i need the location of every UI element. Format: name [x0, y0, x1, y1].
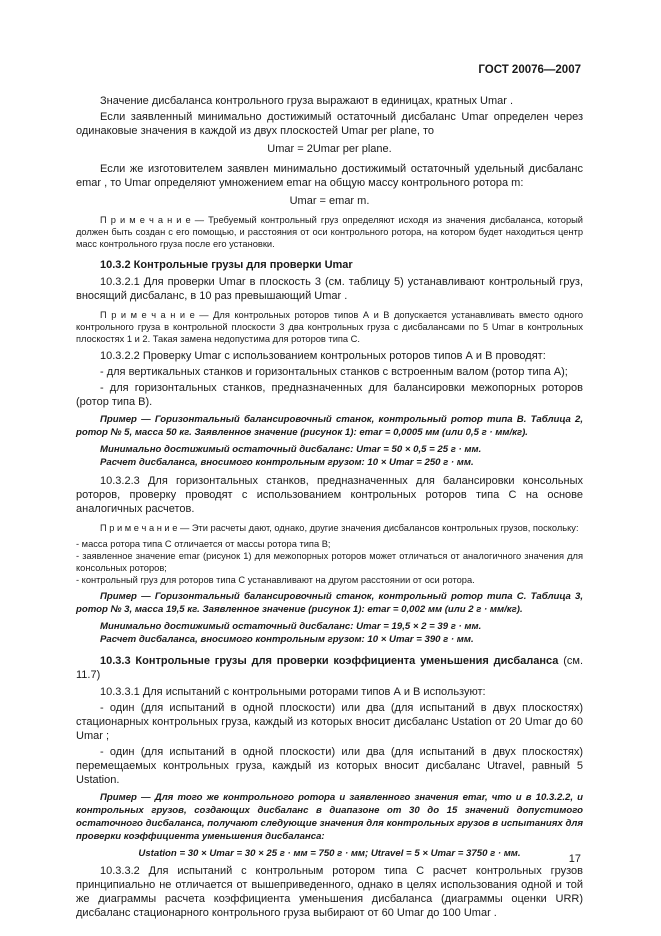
paragraph: 10.3.3.2 Для испытаний с контрольным ротором типа С расчет контрольных грузов принципиально не отличается от вышеприведенного, однако в целях использования одной и той же диаграммы расчета коэффициента уменьшения дисбаланса (диаграммы оценки URR) дисбаланс стационарного контрольного груза выбирают от 60 Umar до 100 Umar .: [76, 865, 583, 919]
note-item: - контрольный груз для роторов типа С устанавливают на другом расстоянии от оси ротора.: [76, 575, 475, 585]
example: Пример — Для того же контрольного ротора и заявленного значения emar, что и в 10.3.2.2, и контрольных грузов, создающих дисбаланс в диапазоне от 30 до 15 значений допустимого остаточного дисбаланса, получают следующие значения для контрольных грузов в испытаниях для проверки коэффициента уменьшения дисбаланса:: [76, 792, 583, 842]
section-heading-text: 10.3.3 Контрольные грузы для проверки коэффициента уменьшения дисбаланса: [100, 655, 559, 667]
example-line: Минимально достижимый остаточный дисбаланс: Umar = 19,5 × 2 = 39 г · мм.: [100, 621, 482, 632]
document-body: [76, 94, 583, 922]
formula: Umar = emar m.: [289, 195, 370, 207]
section-heading-ref: (см. 11.7): [76, 655, 583, 681]
note-item: - заявленное значение emar (рисунок 1) для межопорных роторов может отличаться от аналогичного значения для консольных роторов;: [76, 551, 583, 573]
example-line: Расчет дисбаланса, вносимого контрольным грузом: 10 × Umar = 250 г · мм.: [100, 457, 474, 468]
paragraph: 10.3.2.3 Для горизонтальных станков, предназначенных для балансировки консольных роторов, проверку проводят с использованием контрольных роторов типа С на основе аналогичных расчетов.: [76, 475, 583, 515]
note-item: - масса ротора типа С отличается от массы ротора типа В;: [76, 539, 331, 549]
list-item: - для горизонтальных станков, предназначенных для балансировки межопорных роторов (ротор типа В).: [76, 382, 583, 408]
list-item: - один (для испытаний в одной плоскости) или два (для испытаний в двух плоскостях) перемещаемых контрольных груза, каждый из которых вносит дисбаланс Utravel, равный 5 Ustation.: [76, 746, 583, 786]
example-line: Минимально достижимый остаточный дисбаланс: Umar = 50 × 0,5 = 25 г · мм.: [100, 444, 482, 455]
paragraph: Если заявленный минимально достижимый остаточный дисбаланс Umar определен через одинаковые значения в каждой из двух плоскостей Umar per plane, то: [76, 111, 583, 137]
example-line: Расчет дисбаланса, вносимого контрольным грузом: 10 × Umar = 390 г · мм.: [100, 634, 474, 645]
paragraph: 10.3.2.2 Проверку Umar с использованием контрольных роторов типов А и В проводят:: [100, 350, 546, 362]
note: П р и м е ч а н и е — Эти расчеты дают, однако, другие значения дисбалансов контрольных грузов, поскольку:: [100, 523, 579, 533]
formula: Ustation = 30 × Umar = 30 × 25 г · мм = 750 г · мм; Utravel = 5 × Umar = 3750 г · мм.: [138, 848, 521, 859]
paragraph: Значение дисбаланса контрольного груза выражают в единицах, кратных Umar .: [100, 95, 514, 107]
example: Пример — Горизонтальный балансировочный станок, контрольный ротор типа С. Таблица 3, ротор № 3, масса 19,5 кг. Заявленное значение (рисунок 1): emar = 0,002 мм (или 2 г · мм/кг).: [76, 591, 583, 615]
standard-header: ГОСТ 20076—2007: [478, 64, 581, 76]
paragraph: Если же изготовителем заявлен минимально достижимый остаточный удельный дисбаланс emar , то Umar определяют умножением emar на общую массу контрольного ротора m:: [76, 163, 583, 189]
note: П р и м е ч а н и е — Для контрольных роторов типов А и В допускается устанавливать вместо одного контрольного груза в контрольной плоскости 3 два контрольных груза с дисбалансами по 5 Umar в контрольных плоскостях 1 и 2. Такая замена недопустима для роторов типа С.: [76, 310, 583, 344]
paragraph: 10.3.3.1 Для испытаний с контрольными роторами типов А и В используют:: [100, 686, 486, 698]
example: Пример — Горизонтальный балансировочный станок, контрольный ротор типа В. Таблица 2, ротор № 5, масса 50 кг. Заявленное значение (рисунок 1): emar = 0,0005 мм (или 0,5 г · мм/кг).: [76, 414, 583, 438]
section-heading: [76, 654, 583, 682]
list-item: - один (для испытаний в одной плоскости) или два (для испытаний в двух плоскостях) стационарных контрольных груза, каждый из которых вносит дисбаланс Ustation от 20 Umar до 60 Umar ;: [76, 702, 583, 742]
list-item: - для вертикальных станков и горизонтальных станков с встроенным валом (ротор типа А);: [100, 366, 568, 378]
paragraph: 10.3.2.1 Для проверки Umar в плоскость 3 (см. таблицу 5) устанавливают контрольный груз, вносящий дисбаланс, в 10 раз превышающий Umar .: [76, 276, 583, 302]
section-heading: 10.3.2 Контрольные грузы для проверки Umar: [100, 259, 353, 271]
note: П р и м е ч а н и е — Требуемый контрольный груз определяют исходя из значения дисбаланса, который должен быть создан с его помощью, и расстояния от оси контрольного ротора, на котором будет находиться центр масс контрольного груза после его установки.: [76, 215, 583, 249]
page-number: 17: [568, 853, 581, 865]
formula: Umar = 2Umar per plane.: [267, 143, 392, 155]
